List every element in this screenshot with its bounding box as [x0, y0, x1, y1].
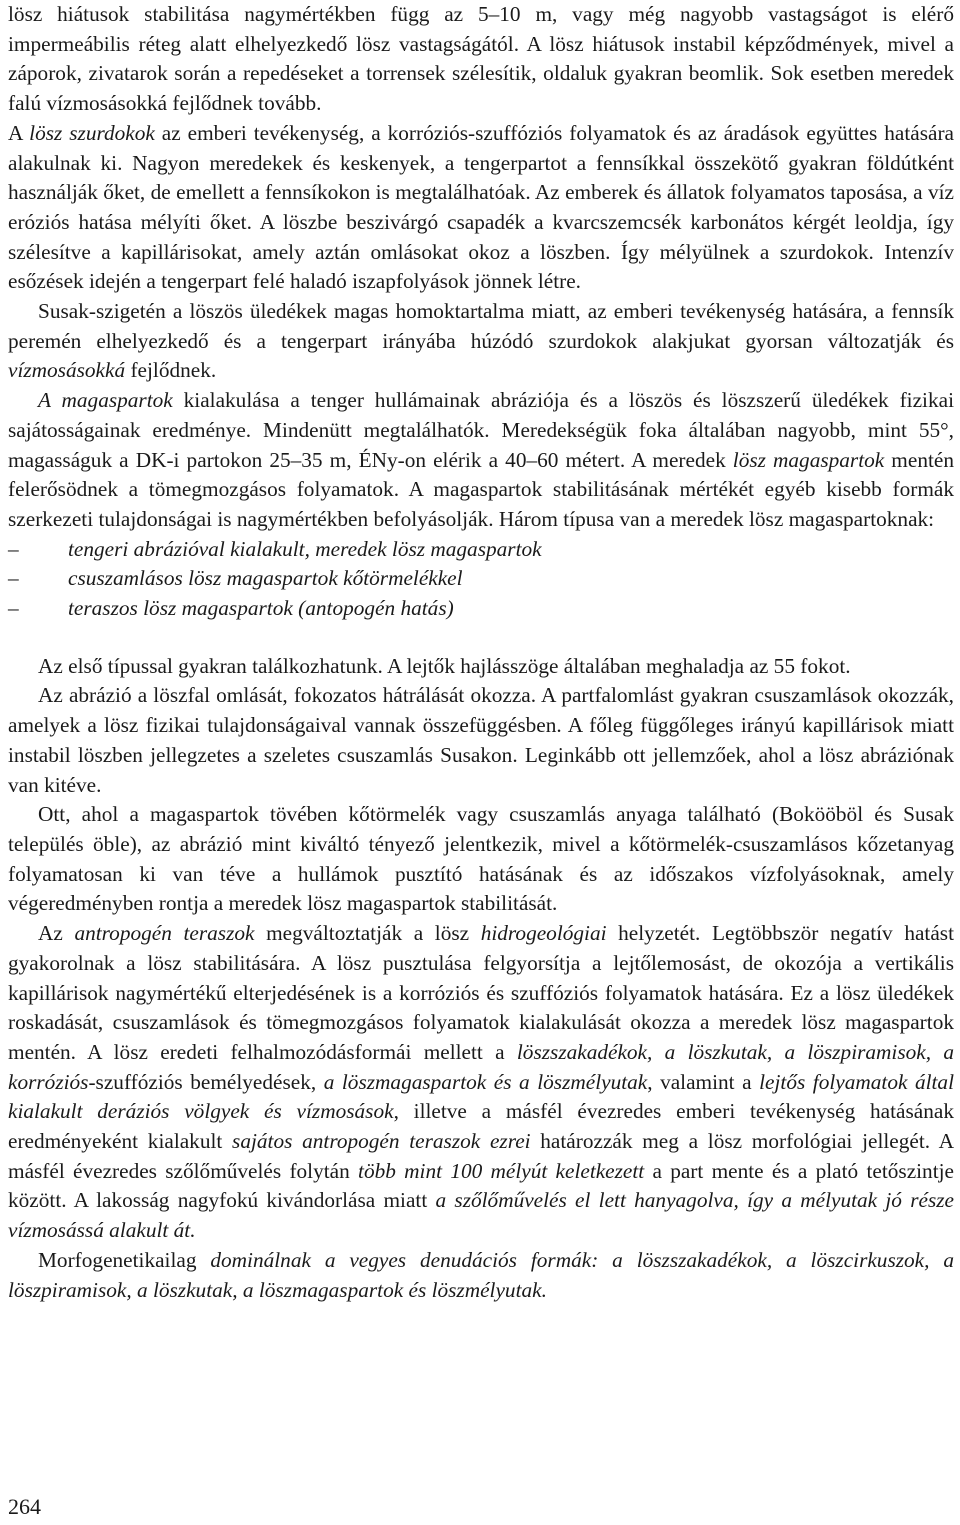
italic-term: antropogén teraszok [74, 921, 255, 946]
italic-term: A magaspartok [38, 388, 173, 413]
italic-term: a szőlőművelés el lett hanyagolva, így a mélyutak jó része vízmosássá alakult át. [8, 1188, 954, 1243]
italic-term: a löszmagaspartok és a löszmélyutak [323, 1069, 648, 1094]
paragraph-9 [8, 1246, 954, 1305]
text-run: helyzetét. Legtöbbször negatív hatást gyakorolnak a lösz stabilitására. A lösz pusztulása felgyorsítja a lejtőlemosást, de okozója a vertikális kapillárisok nagymértékű elterjedésének is a korróziós és szuffóziós folyamatok hatására. Ez a lösz üledékek roskadását, csuszamlások és tömegmozgásos folyamatok kialakulását okozza a meredek lösz magaspartok mentén. A lösz eredeti felhalmozódásformái mellett a [8, 921, 954, 1064]
text-run: az emberi tevékenység, a korróziós-szuffóziós folyamatok és az áradások együttes hatására alakulnak ki. Nagyon meredekek és keskenyek, a tengerpartot a fennsíkkal összekötő gyakran földútként használják őket, de emellett a fennsíkokon is megtalálhatóak. Az emberek és állatok folyamatos taposása, a víz eróziós hatása mélyíti őket. A löszbe beszivárgó csapadék a kvarcszemcsék karbonátos kérgét leoldja, így szélesítve a kapillárisokat, amely aztán omlásokat okoz a löszben. Így mélyülnek a szurdokok. Intenzív esőzések idején a tengerpart felé haladó iszapfolyások jönnek létre. [8, 120, 955, 294]
page-number: 264 [8, 1494, 41, 1519]
text-run: A [8, 120, 30, 145]
text-run: , illetve a másfél évezredes emberi tevékenység hatásának eredményeként kialakult [8, 1099, 954, 1154]
text-run: Susak-szigetén a löszös üledékek magas homoktartalma miatt, az emberi tevékenység hatására, a fennsík peremén elhelyezkedő és a tengerpart irányába húzódó szurdokok alakjukat gyorsan változatják és [8, 299, 954, 353]
list-dash: – [8, 566, 19, 591]
paragraph-8 [8, 919, 954, 1246]
paragraph-5 [8, 652, 954, 682]
italic-term: lösz szurdokok [29, 120, 155, 145]
italic-term: hidrogeológiai [480, 921, 607, 946]
paragraph-7 [8, 800, 954, 919]
italic-term: vízmosásokká [8, 358, 126, 383]
text-run: lösz hiátusok stabilitása nagymértékben függ az 5–10 m, vagy még nagyobb vastagságot is elérő impermeábilis réteg alatt elhelyezkedő lösz vastagságától. A lösz hiátusok instabil képződmények, mivel a záporok, zivatarok során a repedéseket a torrensek szélesítik, oldaluk gyakran beomlik. Sok esetben meredek falú vízmosásokká fejlődnek tovább. [8, 2, 954, 116]
text-run: fejlődnek. [125, 358, 217, 383]
paragraph-1 [8, 0, 954, 119]
text-run: Ott, ahol a magaspartok tövében kőtörmelék vagy csuszamlás anyaga található (Bokööböl és Susak település öble), az abrázió mint kiváltó tényező jelentkezik, mivel a kőtörmelék-csuszamlásos kőzetanyag folyamatosan ki van téve a hullámok pusztító hatásának és az időszakos vízfolyásoknak, amely végeredményben rontja a meredek lösz magaspartok stabilitását. [8, 802, 954, 916]
italic-term: dominálnak a vegyes denudációs formák: a löszszakadékok, a löszcirkuszok, a löszpiramisok, a löszkutak, a löszmagaspartok és löszmélyutak. [8, 1247, 954, 1302]
text-run: , valamint a [647, 1069, 760, 1094]
paragraph-3 [8, 297, 954, 386]
list-item [8, 594, 954, 624]
italic-term: lejtős folyamatok által kialakult deráziós völgyek és vízmosások [8, 1069, 954, 1124]
text-run: Az abrázió a löszfal omlását, fokozatos hátrálását okozza. A partfalomlást gyakran csuszamlások okozzák, amelyek a lösz fizikai tulajdonságaival vannak összefüggésben. A főleg függőleges irányú kapillárisok miatt instabil löszben jellegzetes a szeletes csuszamlás Susakon. Leginkább ott jellemzőek, ahol a lösz abráziónak van kitéve. [8, 683, 954, 797]
text-run: Az [38, 921, 75, 946]
list-item [8, 535, 954, 565]
list-dash: – [8, 596, 19, 621]
magaspart-types-list [8, 535, 954, 624]
text-run: Az első típussal gyakran találkozhatunk. A lejtők hajlásszöge általában meghaladja az 55 fokot. [38, 653, 851, 678]
text-run: mentén felerősödnek a tömegmozgásos folyamatok. A magaspartok stabilitásának mértékét egyéb kisebb formák szerkezeti tulajdonságai is nagymértékben befolyásolják. Három típusa van a meredek lösz magaspartoknak: [8, 447, 954, 531]
spacer [8, 624, 954, 652]
text-run: kialakulása a tenger hullámainak abráziója és a löszös és löszszerű üledékek fizikai sajátosságainak eredménye. Mindenütt megtalálhatók. Meredekségük foka általában nagyobb, mint 55°, magasságuk a DK-i partokon 25–35 m, ÉNy-on elérik a 40–60 métert. A meredek [8, 388, 954, 472]
text-run: határozzák meg a lösz morfológiai jellegét. A másfél évezredes szőlőművelés folytán [8, 1129, 954, 1183]
text-run: megváltoztatják a lösz [254, 921, 481, 946]
text-run: a part mente és a plató tetőszintje között. A lakosság nagyfokú kivándorlása miatt [8, 1158, 954, 1213]
paragraph-2 [8, 119, 954, 297]
italic-term: több mint 100 mélyút keletkezett [358, 1158, 645, 1183]
italic-term: lösz magaspartok [732, 447, 885, 472]
list-item-text: teraszos lösz magaspartok (antopogén hatás) [68, 596, 454, 621]
italic-term: sajátos antropogén teraszok ezrei [232, 1129, 531, 1154]
paragraph-4 [8, 386, 954, 535]
text-run: -szuffóziós bemélyedések, [88, 1069, 324, 1094]
italic-term: löszszakadékok, a löszkutak, a löszpiramisok, a korróziós [8, 1039, 954, 1094]
list-dash: – [8, 536, 19, 561]
list-item [8, 564, 954, 594]
document-page [8, 0, 954, 1305]
paragraph-6 [8, 681, 954, 800]
list-item-text: csuszamlásos lösz magaspartok kőtörmelékkel [68, 566, 463, 591]
list-item-text: tengeri abrázióval kialakult, meredek lösz magaspartok [68, 536, 542, 561]
text-run: Morfogenetikailag [38, 1247, 211, 1272]
